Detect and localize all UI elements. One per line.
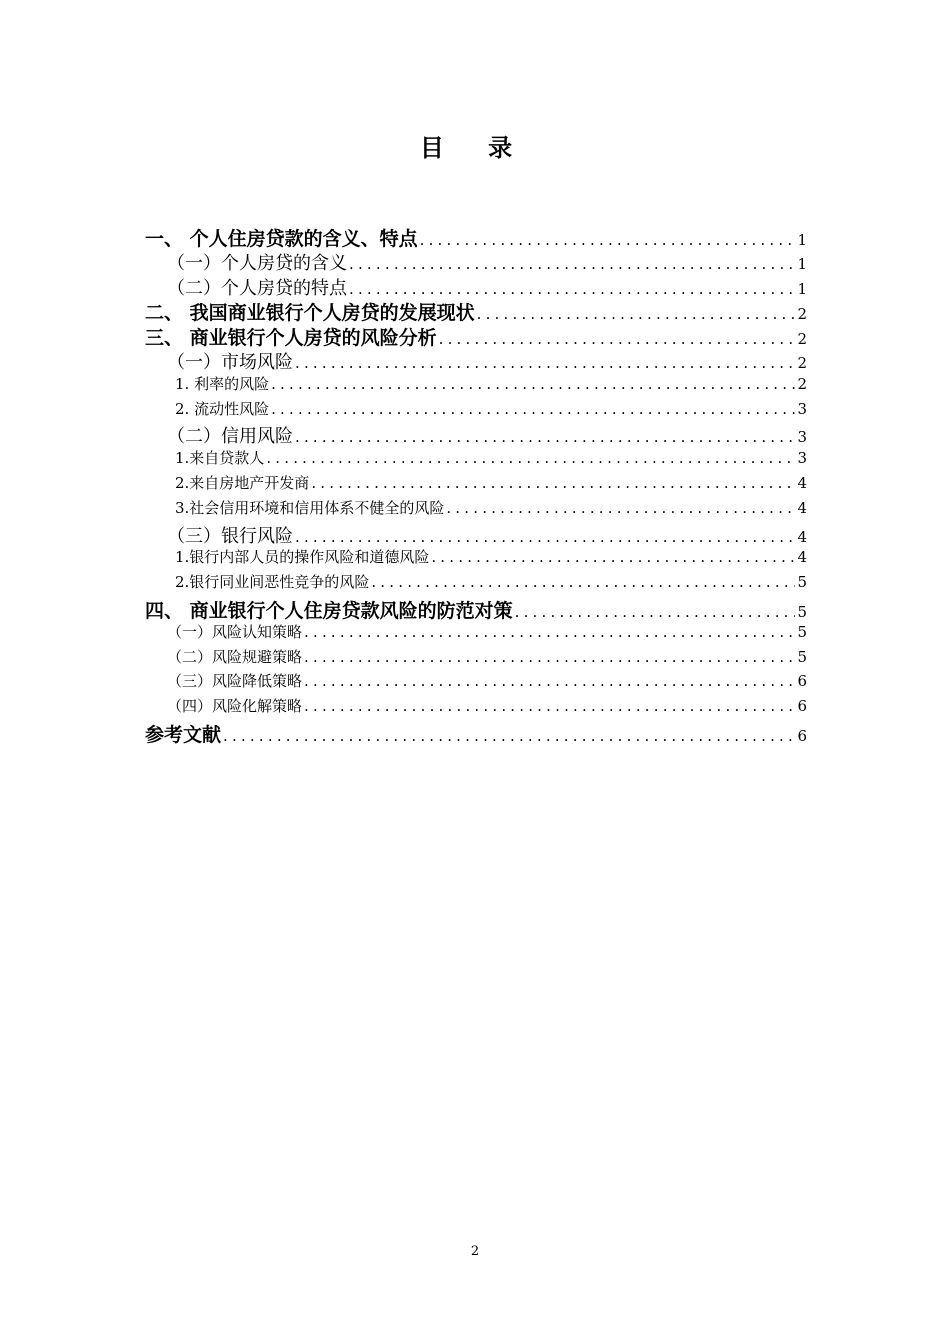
- toc-leader-dots: [223, 727, 795, 745]
- toc-entry-title: 2.来自房地产开发商: [175, 473, 310, 492]
- toc-leader-dots: [311, 474, 795, 492]
- toc-entry-page: 1: [797, 279, 807, 298]
- toc-entry[interactable]: [145, 398, 807, 423]
- toc-entry-title: 二、 我国商业银行个人房贷的发展现状: [145, 302, 475, 324]
- toc-leader-dots: [420, 231, 796, 249]
- toc-entry[interactable]: [145, 497, 807, 522]
- toc-entry-page: 1: [797, 231, 807, 249]
- toc-entry-page: 3: [797, 428, 807, 447]
- toc-leader-dots: [304, 648, 795, 666]
- toc-entry[interactable]: [145, 596, 807, 621]
- toc-leader-dots: [349, 280, 795, 298]
- page-number: 2: [470, 1244, 480, 1259]
- toc-entry-page: 4: [797, 498, 807, 517]
- toc-entry[interactable]: [145, 670, 807, 695]
- toc-entry-title: 2.银行同业间恶性竞争的风险: [175, 573, 370, 592]
- toc-entry-title: 三、 商业银行个人房贷的风险分析: [145, 327, 437, 348]
- toc-entry[interactable]: [145, 522, 807, 547]
- toc-leader-dots: [304, 623, 795, 641]
- toc-entry[interactable]: [145, 571, 807, 596]
- toc-entry-page: 6: [797, 697, 807, 716]
- toc-entry-title: 3.社会信用环境和信用体系不健全的风险: [175, 498, 445, 517]
- toc-leader-dots: [477, 305, 796, 323]
- toc-leader-dots: [295, 354, 795, 372]
- toc-entry[interactable]: [145, 447, 807, 472]
- toc-entry-page: 2: [797, 374, 807, 393]
- toc-entry-title: 1.银行内部人员的操作风险和道德风险: [175, 548, 430, 567]
- toc-entry-title: 1.来自贷款人: [175, 449, 265, 468]
- toc-entry-title: 1. 利率的风险: [175, 374, 270, 393]
- toc-entry-page: 3: [797, 449, 807, 468]
- toc-entry[interactable]: [145, 472, 807, 497]
- toc-entry[interactable]: [145, 621, 807, 646]
- toc-entry-page: 2: [797, 305, 807, 324]
- toc-entry-page: 6: [797, 672, 807, 691]
- toc-leader-dots: [371, 573, 795, 591]
- toc-entry[interactable]: [145, 720, 807, 745]
- toc-entry-page: 5: [797, 573, 807, 592]
- toc-entry-page: 6: [797, 726, 807, 745]
- toc-entry[interactable]: [145, 422, 807, 447]
- toc-entry-title: 一、 个人住房贷款的含义、特点: [145, 228, 418, 249]
- page-title: 目 录: [419, 134, 531, 162]
- toc-entry-title: （四）风险化解策略: [167, 697, 303, 716]
- toc-entry-title: （一）个人房贷的含义: [167, 252, 347, 274]
- toc-entry-title: （一）风险认知策略: [167, 622, 303, 641]
- toc-leader-dots: [295, 528, 795, 546]
- toc-entry-title: （二）信用风险: [167, 426, 293, 448]
- toc-entry-page: 5: [797, 647, 807, 666]
- toc-leader-dots: [295, 428, 795, 446]
- toc-entry[interactable]: [145, 646, 807, 671]
- toc-leader-dots: [271, 400, 795, 418]
- toc-entry-title: 参考文献: [145, 723, 222, 745]
- toc-entry-page: 2: [797, 330, 807, 348]
- toc-entry-page: 4: [797, 527, 807, 546]
- toc-entry-title: 四、 商业银行个人住房贷款风险的防范对策: [145, 599, 513, 621]
- toc-entry-page: 2: [797, 353, 807, 372]
- toc-entry-page: 4: [797, 548, 807, 567]
- toc-leader-dots: [515, 603, 796, 621]
- toc-leader-dots: [431, 548, 795, 566]
- toc-entry-page: 3: [797, 399, 807, 418]
- toc-leader-dots: [446, 499, 795, 517]
- toc-entry-title: （三）银行风险: [167, 525, 293, 547]
- toc-entry-title: （一）市场风险: [167, 351, 293, 373]
- toc-leader-dots: [304, 672, 795, 690]
- toc-entry-title: （三）风险降低策略: [167, 672, 303, 691]
- toc-entry[interactable]: [145, 546, 807, 571]
- toc-leader-dots: [349, 255, 795, 273]
- toc-entry[interactable]: [145, 695, 807, 720]
- toc-leader-dots: [304, 697, 795, 715]
- toc-entry[interactable]: [145, 298, 807, 323]
- toc-entry-page: 1: [797, 254, 807, 273]
- toc-entry[interactable]: [145, 224, 807, 249]
- toc-entry[interactable]: [145, 323, 807, 348]
- toc-entry-page: 4: [797, 473, 807, 492]
- toc-entry[interactable]: [145, 348, 807, 373]
- toc-entry-page: 5: [797, 622, 807, 641]
- toc-leader-dots: [266, 449, 795, 467]
- toc-entry-title: 2. 流动性风险: [175, 399, 270, 418]
- toc-leader-dots: [271, 375, 795, 393]
- toc-entry[interactable]: [145, 373, 807, 398]
- toc-entry-title: （二）个人房贷的特点: [167, 277, 347, 299]
- toc-entry[interactable]: [145, 249, 807, 274]
- toc-entry[interactable]: [145, 274, 807, 299]
- toc-leader-dots: [439, 330, 796, 348]
- toc-entry-title: （二）风险规避策略: [167, 647, 303, 666]
- toc-entry-page: 5: [797, 602, 807, 621]
- table-of-contents: [145, 224, 807, 745]
